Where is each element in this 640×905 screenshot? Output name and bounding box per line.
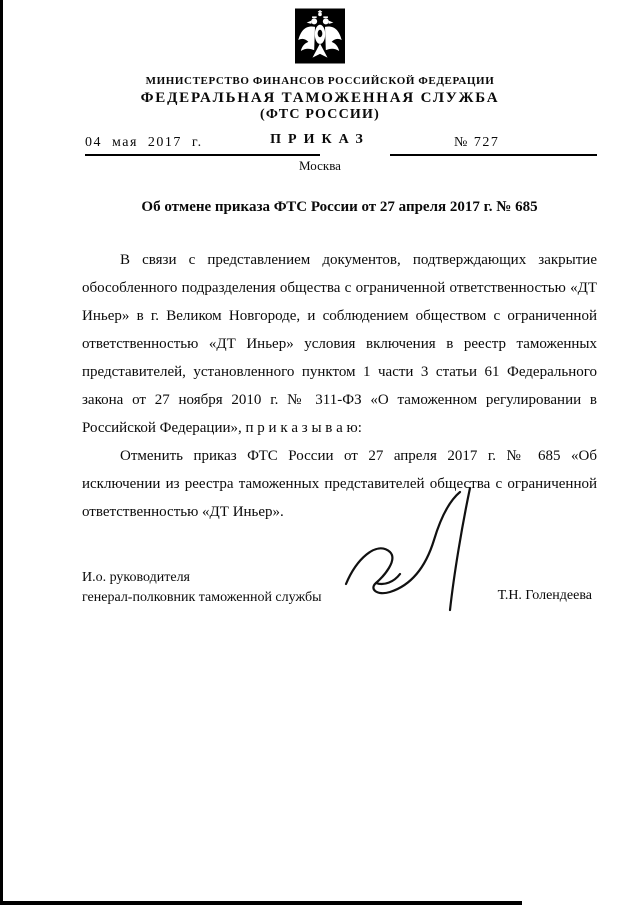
agency-short-name: (ФТС РОССИИ) <box>260 107 380 122</box>
document-number: № 727 <box>390 135 597 156</box>
document-type-label: ПРИКАЗ <box>270 132 370 147</box>
handwritten-signature <box>338 482 496 614</box>
signer-position <box>82 568 321 608</box>
scan-edge-bottom <box>0 901 522 905</box>
body-paragraph: Отменить приказ ФТС России от 27 апреля 2017 г. № 685 «Об исключении из реестра таможенных представителей общества с ограниченной ответственностью «ДТ Иньер». <box>82 448 597 520</box>
body-paragraph: В связи с представлением документов, подтверждающих закрытие обособленного подразделения общества с ограниченной ответственностью «ДТ Иньер» в г. Великом Новгороде, и соблюдением обществом с ограниченной ответственностью «ДТ Иньер» условия включения в реестр таможенных представителей, установленного пунктом 1 части 3 статьи 61 Федерального закона от 27 ноября 2010 г. № 311-ФЗ «О таможенном регулировании в Российской Федерации», п р и к а з ы в а ю: <box>82 252 597 436</box>
document-header <box>0 8 640 148</box>
signer-position-line1: И.о. руководителя <box>82 570 191 585</box>
document-city: Москва <box>299 158 341 173</box>
signer-position-line2: генерал-полковник таможенной службы <box>82 590 322 605</box>
signer-name: Т.Н. Голендеева <box>497 588 592 603</box>
russian-coat-of-arms-icon <box>295 8 345 64</box>
ministry-name: МИНИСТЕРСТВО ФИНАНСОВ РОССИЙСКОЙ ФЕДЕРАЦИИ <box>145 75 495 87</box>
document-title: Об отмене приказа ФТС России от 27 апреля 2017 г. № 685 <box>141 199 538 215</box>
agency-name: ФЕДЕРАЛЬНАЯ ТАМОЖЕННАЯ СЛУЖБА <box>140 90 500 106</box>
date-number-row <box>85 135 597 156</box>
document-date: 04 мая 2017 г. <box>85 135 320 156</box>
